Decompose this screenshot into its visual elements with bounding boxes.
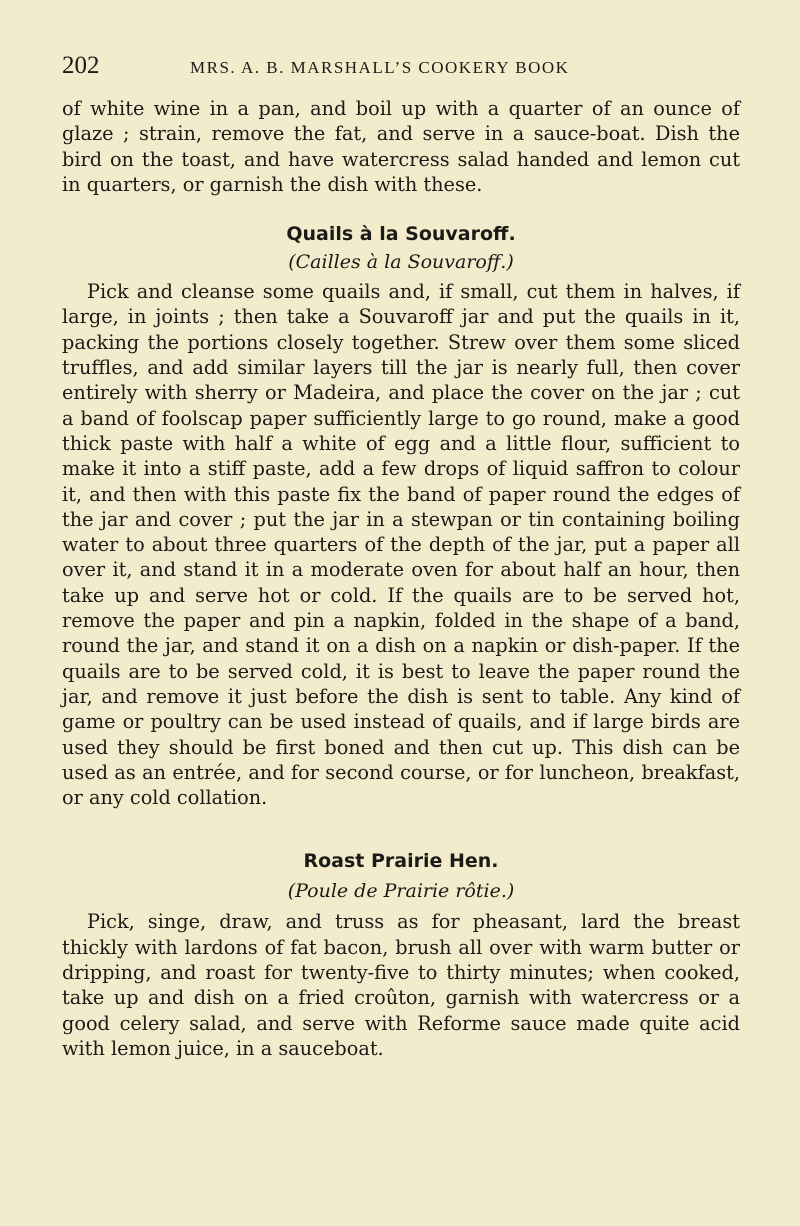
recipe-body-quails: Pick and cleanse some quails and, if small, cut them in halves, if large, in joints ; then take a Souvaroff jar and put the quails in it, packing the portions closely together. Strew over them some sliced truffles, and add similar layers till the jar is nearly full, then cover entirely with sherry or Madeira, and place the cover on the jar ; cut a band of foolscap paper sufficiently large to go round, make a good thick paste with half a white of egg and a little flour, sufficient to make it into a stiff paste, add a few drops of liquid saffron to colour it, and then with this paste fix the band of paper round the edges of the jar and cover ; put the jar in a stewpan or tin containing boiling water to about three quarters of the depth of the jar, put a paper all over it, and stand it in a moderate oven for about half an hour, then take up and serve hot or cold. If the quails are to be served hot, remove the paper and pin a napkin, folded in the shape of a band, round the jar, and stand it on a dish on a napkin or dish-paper. If the quails are to be served cold, it is best to leave the paper round the jar, and remove it just before the dish is sent to table. Any kind of game or poultry can be used instead of quails, and if large birds are used they should be first boned and then cut up. This dish can be used as an entrée, and for second course, or for luncheon, breakfast, or any cold collation. — [62, 280, 740, 810]
book-page — [62, 52, 740, 1061]
running-head: MRS. A. B. MARSHALL’S COOKERY BOOK — [190, 58, 570, 77]
recipe-subtitle-prairie-hen: (Poule de Prairie rôtie.) — [287, 880, 515, 903]
continuation-paragraph: of white wine in a pan, and boil up with a quarter of an ounce of glaze ; strain, remove the fat, and serve in a sauce-boat. Dish the bird on the toast, and have watercress salad handed and lemon cut in quarters, or garnish the dish with these. — [62, 97, 740, 196]
page-header — [62, 52, 740, 92]
recipe-title-prairie-hen: Roast Prairie Hen. — [303, 850, 499, 873]
recipe-subtitle-quails: (Cailles à la Souvaroff.) — [288, 251, 514, 274]
recipe-title-quails: Quails à la Souvaroff. — [286, 223, 516, 246]
recipe-body-prairie-hen: Pick, singe, draw, and truss as for pheasant, lard the breast thickly with lardons of fat bacon, brush all over with warm butter or dripping, and roast for twenty-five to thirty minutes; when cooked, take up and dish on a fried croûton, garnish with watercress or a good celery salad, and serve with Reforme sauce made quite acid with lemon juice, in a sauceboat. — [62, 910, 740, 1060]
page-number: 202 — [62, 52, 100, 79]
